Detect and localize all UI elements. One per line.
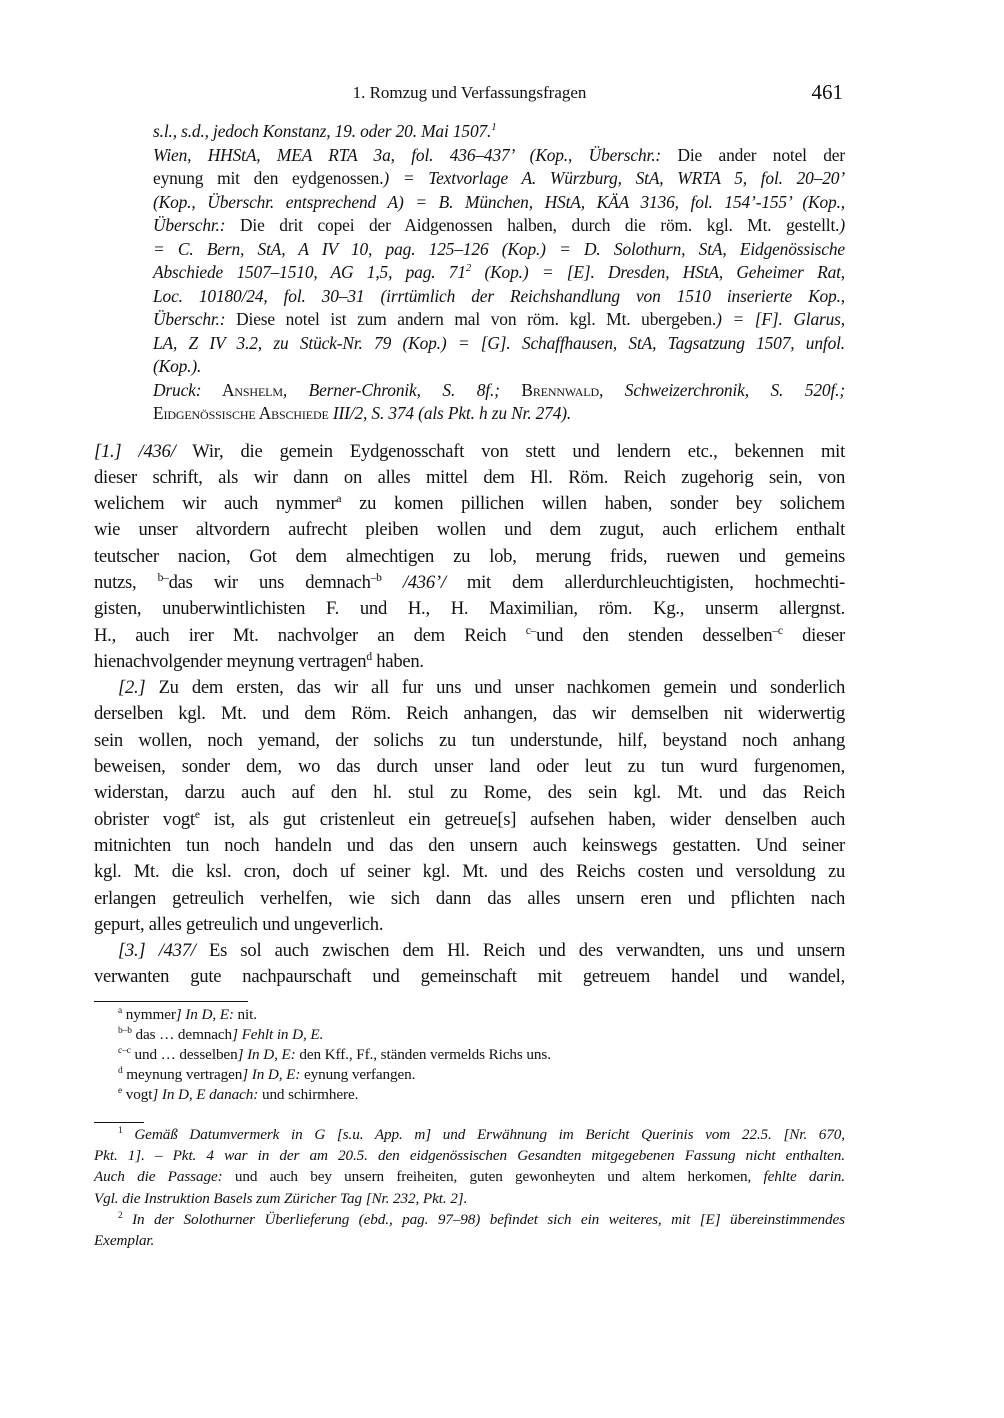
- text-line: [94, 596, 845, 622]
- text-segment: gisten, unuberwintlichisten F. und H., H. Maximilian, röm. Kg., unserm allergnst.: [94, 598, 845, 620]
- text-line: [118, 1085, 845, 1105]
- text-segment: Brennwald: [499, 379, 599, 400]
- text-line: [94, 649, 845, 675]
- text-segment: mitnichten tun noch handeln und das den unsern auch keinswegs gestatten. Und seiner: [94, 834, 845, 856]
- footnote-rule-letters: [94, 1001, 248, 1002]
- text-line: [94, 807, 845, 833]
- text-segment: und schirmhere.: [258, 1085, 359, 1103]
- text-line: [153, 167, 845, 191]
- text-segment: Wien, HHStA, MEA RTA 3a, fol. 436–437’ (Kop., Überschr.:: [153, 144, 662, 165]
- text-line: [94, 859, 845, 885]
- text-segment: Anshelm: [201, 379, 283, 400]
- text-line: [94, 1188, 845, 1209]
- text-line: [94, 544, 845, 570]
- text-segment: mit dem allerdurchleuchtigisten, hochmechti-: [445, 571, 845, 593]
- text-segment: hienachvolgender meynung vertragen: [94, 650, 367, 672]
- text-segment: [1.] /436/: [94, 440, 176, 462]
- text-line: [94, 517, 845, 543]
- text-segment: ): [839, 215, 845, 235]
- text-line: [94, 1145, 845, 1166]
- text-line: [118, 1005, 845, 1025]
- text-segment: Pkt. 1]. – Pkt. 4 war in der am 20.5. den eidgenössischen Gesandten mitgegebenen Fassung nicht enthalten.: [94, 1147, 845, 1165]
- text-segment: III/2, S. 374 (als Pkt. h zu Nr. 274).: [328, 403, 572, 423]
- running-title: 1. Romzug und Verfassungsfragen: [352, 83, 587, 102]
- text-segment: erlangen getreulich verhelfen, wie sich dann das alles unsern eren und pflichten nach: [94, 887, 845, 909]
- text-segment: beweisen, sonder dem, wo das durch unser land oder leut zu tun wurd furgenomen,: [94, 756, 845, 778]
- footnote-marker: c–c: [118, 1045, 131, 1056]
- text-segment: nutzs,: [94, 571, 158, 593]
- text-line: [94, 728, 845, 754]
- text-segment: Diese notel ist zum andern mal von röm. kgl. Mt. ubergeben.: [225, 309, 717, 329]
- text-line: [153, 285, 845, 309]
- text-segment: kgl. Mt. die ksl. cron, doch uf seiner kgl. Mt. und des Reichs costen und versoldung zu: [94, 861, 845, 883]
- text-segment: wie unser altvordern aufrecht pleiben wollen und dem zugut, auch erlichem enthalt: [94, 519, 845, 541]
- text-segment: gepurt, alles getreulich und ungeverlich.: [94, 913, 384, 935]
- text-segment: Überschr.:: [153, 309, 226, 329]
- text-line: [153, 308, 845, 332]
- text-segment: Zu dem ersten, das wir all fur uns und unser nachkomen gemein und sonderlich: [145, 677, 845, 699]
- text-segment: Loc. 10180/24, fol. 30–31 (irrtümlich der Reichshandlung von 1510 inserierte Kop.,: [153, 285, 845, 306]
- text-segment: zu komen pillichen willen haben, sonder bey solichem: [341, 493, 845, 515]
- text-line: [94, 491, 845, 517]
- text-segment: widerstan, darzu auch auf den hl. stul zu Rome, des sein kgl. Mt. und das Reich: [94, 782, 845, 804]
- text-line: [153, 332, 845, 356]
- text-segment: In der Solothurner Überlieferung (ebd., pag. 97–98) befindet sich ein weiteres, mit [E] übereinstimmendes: [122, 1210, 845, 1228]
- text-line: [118, 1045, 845, 1065]
- text-segment: nymmer: [122, 1005, 176, 1023]
- text-line: [153, 214, 845, 238]
- text-segment: Abschiede 1507–1510, AG 1,5, pag. 71: [153, 262, 466, 282]
- footnote-marker: e: [194, 808, 200, 821]
- text-segment: Auch die Passage:: [94, 1168, 223, 1186]
- footnote-marker: 2: [465, 262, 472, 275]
- text-segment: Die drit copei der Aidgenossen halben, durch die röm. kgl. Mt. gestellt.: [225, 215, 840, 235]
- text-line: [94, 465, 845, 491]
- text-segment: = C. Bern, StA, A IV 10, pag. 125–126 (Kop.) = D. Solothurn, StA, Eidgenössische: [153, 238, 845, 259]
- footnote-marker: 1: [491, 121, 497, 134]
- text-segment: ] Fehlt in D, E.: [232, 1025, 324, 1043]
- text-line: [153, 261, 845, 285]
- text-segment: H., auch irer Mt. nachvolger an dem Reich: [94, 624, 526, 646]
- text-segment: /436’/: [381, 571, 446, 593]
- text-segment: ) = Textvorlage A. Würzburg, StA, WRTA 5, fol. 20–20’: [383, 168, 845, 188]
- text-segment: welichem wir auch nymmer: [94, 493, 337, 515]
- text-segment: Die ander notel der: [661, 144, 845, 165]
- text-segment: (Kop., Überschr. entsprechend A) = B. München, HStA, KÄA 3136, fol. 154’-155’ (Kop.,: [153, 191, 845, 212]
- footnote-marker: 1: [118, 1125, 123, 1136]
- text-line: [94, 754, 845, 780]
- text-segment: dieser: [782, 624, 845, 646]
- text-line: [118, 1065, 845, 1085]
- text-line: [94, 675, 845, 701]
- text-segment: dieser schrift, als wir dann on alles mittel dem Hl. Röm. Reich zugehorig sein, von: [94, 466, 845, 488]
- footnote-marker: c–: [525, 624, 537, 637]
- text-line: [118, 1025, 845, 1045]
- text-segment: (Kop.).: [153, 356, 202, 376]
- running-header: [94, 80, 845, 108]
- text-segment: Gemäß Datumvermerk in G [s.u. App. m] und Erwähnung im Bericht Querinis vom 22.5. [Nr. 670,: [122, 1125, 845, 1143]
- paragraph: [94, 675, 845, 938]
- text-segment: Druck:: [153, 379, 202, 400]
- text-segment: und auch bey unsern freiheiten, guten gewonheyten und altem herkomen,: [222, 1168, 752, 1186]
- text-segment: eynung mit den eydgenossen.: [153, 168, 384, 188]
- text-line: [153, 238, 845, 262]
- footnote-marker: –b: [370, 571, 382, 584]
- text-segment: Es sol auch zwischen dem Hl. Reich und des verwandten, uns und unsern: [195, 940, 845, 962]
- text-segment: ] In D, E danach:: [152, 1085, 259, 1103]
- text-segment: fehlte darin.: [751, 1168, 845, 1186]
- text-line: [94, 912, 845, 938]
- text-segment: ) = [F]. Glarus,: [716, 309, 846, 329]
- text-segment: das … demnach: [131, 1025, 233, 1043]
- text-line: [94, 1230, 845, 1251]
- text-segment: s.l., s.d., jedoch Konstanz, 19. oder 20. Mai 1507.: [153, 121, 492, 141]
- text-segment: ] In D, E:: [175, 1005, 234, 1023]
- text-line: [153, 120, 845, 144]
- text-segment: eynung verfangen.: [300, 1065, 416, 1083]
- text-segment: derselben kgl. Mt. und dem Röm. Reich anhangen, das wir demselben nit widerwertig: [94, 703, 845, 725]
- page-number: 461: [811, 80, 843, 104]
- text-segment: den Kff., Ff., ständen vermelds Richs uns.: [295, 1045, 551, 1063]
- footnote-rule-numbers: [94, 1122, 144, 1123]
- text-segment: LA, Z IV 3.2, zu Stück-Nr. 79 (Kop.) = [G]. Schaffhausen, StA, Tagsatzung 1507, unfol.: [153, 332, 845, 353]
- text-segment: verwanten gute nachpaurschaft und gemeinschaft mit getreuem handel und wandel,: [94, 966, 845, 988]
- document-head-regest: [153, 120, 845, 426]
- footnote-marker: 2: [118, 1210, 123, 1221]
- text-segment: und den stenden desselben: [536, 624, 773, 646]
- text-segment: (Kop.) = [E]. Dresden, HStA, Geheimer Rat,: [471, 262, 845, 282]
- text-line: [94, 938, 845, 964]
- text-segment: Wir, die gemein Eydgenosschaft von stett und lendern etc., bekennen mit: [175, 440, 845, 462]
- footnote-marker: b–: [157, 571, 169, 584]
- footnote-marker: a: [118, 1005, 123, 1016]
- text-line: [94, 701, 845, 727]
- text-segment: sein wollen, noch yemand, der solichs zu tun understunde, hilf, beystand noch anhang: [94, 729, 845, 751]
- text-line: [94, 886, 845, 912]
- text-segment: Exemplar.: [94, 1232, 155, 1250]
- text-segment: haben.: [371, 650, 424, 672]
- text-line: [153, 402, 845, 426]
- text-line: [153, 144, 845, 168]
- text-segment: vogt: [122, 1085, 153, 1103]
- footnote-marker: d: [366, 650, 372, 663]
- text-segment: , Schweizerchronik, S. 520f.;: [598, 379, 845, 400]
- text-line: [94, 570, 845, 596]
- text-line: [94, 1124, 845, 1145]
- text-segment: ist, als gut cristenleut ein getreue[s] aufsehen haben, wider denselben auch: [199, 808, 845, 830]
- text-line: [94, 439, 845, 465]
- text-segment: Überschr.:: [153, 215, 226, 235]
- text-line: [94, 780, 845, 806]
- text-critical-apparatus: [118, 1005, 845, 1105]
- text-line: [94, 1166, 845, 1187]
- footnote-marker: –c: [772, 624, 783, 637]
- footnote-marker: b–b: [118, 1025, 132, 1036]
- text-line: [94, 623, 845, 649]
- footnote-marker: e: [118, 1085, 123, 1096]
- text-segment: und … desselben: [130, 1045, 238, 1063]
- footnote-marker: d: [118, 1065, 123, 1076]
- text-segment: , Berner-Chronik, S. 8f.;: [282, 379, 500, 400]
- text-line: [153, 379, 845, 403]
- text-line: [94, 1209, 845, 1230]
- text-segment: nit.: [233, 1005, 257, 1023]
- text-line: [94, 964, 845, 990]
- footnote-marker: a: [336, 492, 342, 505]
- text-segment: obrister vogt: [94, 808, 195, 830]
- text-segment: das wir uns demnach: [168, 571, 371, 593]
- paragraph: [94, 938, 845, 991]
- text-segment: [3.] /437/: [118, 940, 196, 962]
- text-segment: [2.]: [118, 677, 146, 699]
- text-segment: meynung vertragen: [122, 1065, 243, 1083]
- text-segment: teutscher nacion, Got dem almechtigen zu lob, merung frids, ruewen und gemeins: [94, 545, 845, 567]
- edited-text: [94, 439, 845, 991]
- text-line: [94, 833, 845, 859]
- paragraph: [94, 439, 845, 676]
- text-segment: ] In D, E:: [237, 1045, 296, 1063]
- commentary-footnotes: [94, 1124, 845, 1252]
- text-segment: Eidgenössische Abschiede: [153, 403, 329, 423]
- text-line: [153, 355, 845, 379]
- text-segment: Vgl. die Instruktion Basels zum Züricher Tag [Nr. 232, Pkt. 2].: [94, 1189, 468, 1207]
- text-segment: ] In D, E:: [242, 1065, 301, 1083]
- text-line: [153, 191, 845, 215]
